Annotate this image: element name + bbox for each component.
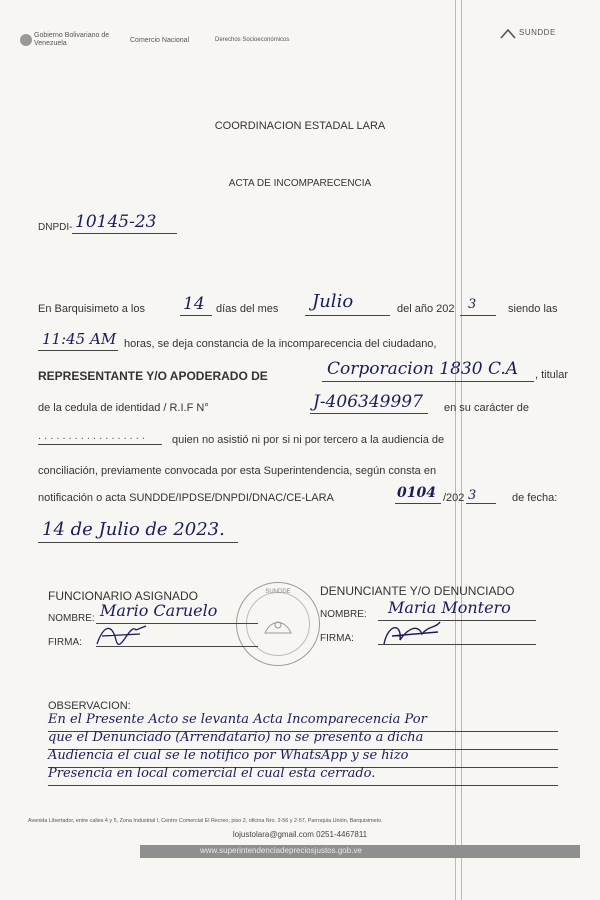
sundde-logo-text: SUNDDE: [519, 28, 556, 37]
day-underline: [180, 315, 212, 316]
officer-signature-underline: [96, 646, 258, 647]
sundde-logo-icon: [500, 28, 516, 40]
officer-signature-scribble: [92, 620, 152, 648]
ministry-header-text: Comercio Nacional: [130, 37, 190, 44]
footer-website-banner: [140, 845, 580, 858]
dnpdi-label: DNPDI-: [38, 222, 73, 233]
handwritten-company: Corporacion 1830 C.A: [327, 359, 519, 379]
rif-underline: [310, 413, 428, 414]
sundde-logo: [500, 27, 572, 41]
body-text-line7-start: notificación o acta SUNDDE/IPDSE/DNPDI/DNAC/CE-LARA: [38, 492, 334, 504]
complainant-name-handwritten: Maria Montero: [388, 598, 511, 617]
observation-line: En el Presente Acto se levanta Acta Incomparecencia Por: [48, 712, 427, 727]
representative-label: REPRESENTANTE Y/O APODERADO DE: [38, 369, 268, 383]
observation-line: Presencia en local comercial el cual esta cerrado.: [48, 766, 376, 781]
body-text-line2: horas, se deja constancia de la incomparecencia del ciudadano,: [124, 338, 437, 350]
observation-underline: [48, 785, 558, 786]
officer-name-handwritten: Mario Caruelo: [100, 601, 218, 620]
paper-fold-line: [455, 0, 456, 900]
handwritten-rif: J-406349997: [313, 392, 423, 412]
seal-emblem-icon: [263, 613, 293, 637]
body-text-line7-end: de fecha:: [512, 492, 558, 504]
date-underline: [38, 542, 238, 543]
body-text-line5: quien no asistió ni por si ni por tercero a la audiencia de: [172, 434, 445, 446]
time-underline: [38, 350, 118, 351]
acta-year-underline: [466, 503, 496, 504]
complainant-name-label: NOMBRE:: [320, 609, 367, 620]
complainant-signature-label: FIRMA:: [320, 633, 354, 644]
handwritten-month: Julio: [312, 291, 354, 312]
handwritten-acta-number: 0104: [397, 485, 436, 501]
coordination-title: COORDINACION ESTADAL LARA: [214, 120, 386, 132]
handwritten-year-digit-2: 3: [468, 488, 477, 503]
body-text-line7-year: /202: [443, 492, 465, 504]
body-text-line6: conciliación, previamente convocada por esta Superintendencia, según consta en: [38, 465, 437, 477]
year-underline: [460, 315, 496, 316]
body-text-line1-end: siendo las: [508, 303, 558, 315]
complainant-signature-underline: [378, 644, 536, 645]
complainant-signature-scribble: [378, 618, 448, 650]
body-text-line1-year: del año 202: [397, 303, 455, 315]
handwritten-day: 14: [183, 294, 205, 314]
seal-text: SUNDDE: [265, 589, 291, 595]
header-subtitle: Derechos Socioeconómicos: [215, 37, 290, 43]
body-text-line3-end: , titular: [535, 369, 569, 381]
body-text-line1-start: En Barquisimeto a los: [38, 303, 145, 315]
handwritten-full-date: 14 de Julio de 2023.: [42, 519, 225, 540]
blank-field-dots: . . . . . . . . . . . . . . . . . .: [38, 430, 145, 442]
assigned-officer-title: FUNCIONARIO ASIGNADO: [48, 589, 199, 603]
officer-name-label: NOMBRE:: [48, 613, 95, 624]
body-text-line4-start: de la cedula de identidad / R.I.F N°: [38, 402, 209, 414]
dnpdi-number: 10145-23: [75, 212, 157, 232]
body-text-line4-end: en su carácter de: [444, 402, 529, 414]
footer-address: Avenida Libertador, entre calles 4 y 5, Zona Industrial I, Centro Comercial El Recreo, piso 2, oficina Nro. 2-56 y 2-57, Parroquia Unión, Barquisimeto.: [28, 818, 383, 824]
handwritten-year-digit: 3: [468, 297, 477, 312]
observation-line: que el Denunciado (Arrendatario) no se presento a dicha: [48, 730, 424, 745]
act-title: ACTA DE INCOMPARECENCIA: [228, 178, 372, 189]
footer-website-text: www.superintendenciadepreciosjustos.gob.ve: [200, 846, 362, 855]
official-seal-stamp: [236, 582, 320, 666]
company-underline: [322, 381, 534, 382]
complainant-title: DENUNCIANTE Y/O DENUNCIADO: [320, 584, 515, 598]
observation-label: OBSERVACION:: [48, 700, 131, 712]
officer-signature-label: FIRMA:: [48, 637, 82, 648]
gov-logo-emblem: [20, 34, 32, 46]
blank-field-underline: [38, 444, 162, 445]
footer-contact: lojustolara@gmail.com 0251-4467811: [232, 830, 368, 839]
body-text-line1-mid: días del mes: [216, 303, 279, 315]
paper-fold-line: [461, 0, 462, 900]
observation-line: Audiencia el cual se le notifico por WhatsApp y se hizo: [48, 748, 409, 763]
gov-header-text: Gobierno Bolivariano de Venezuela: [34, 32, 110, 47]
dnpdi-underline: [72, 233, 177, 234]
acta-number-underline: [395, 503, 441, 504]
month-underline: [305, 315, 390, 316]
handwritten-time: 11:45 AM: [42, 330, 117, 348]
